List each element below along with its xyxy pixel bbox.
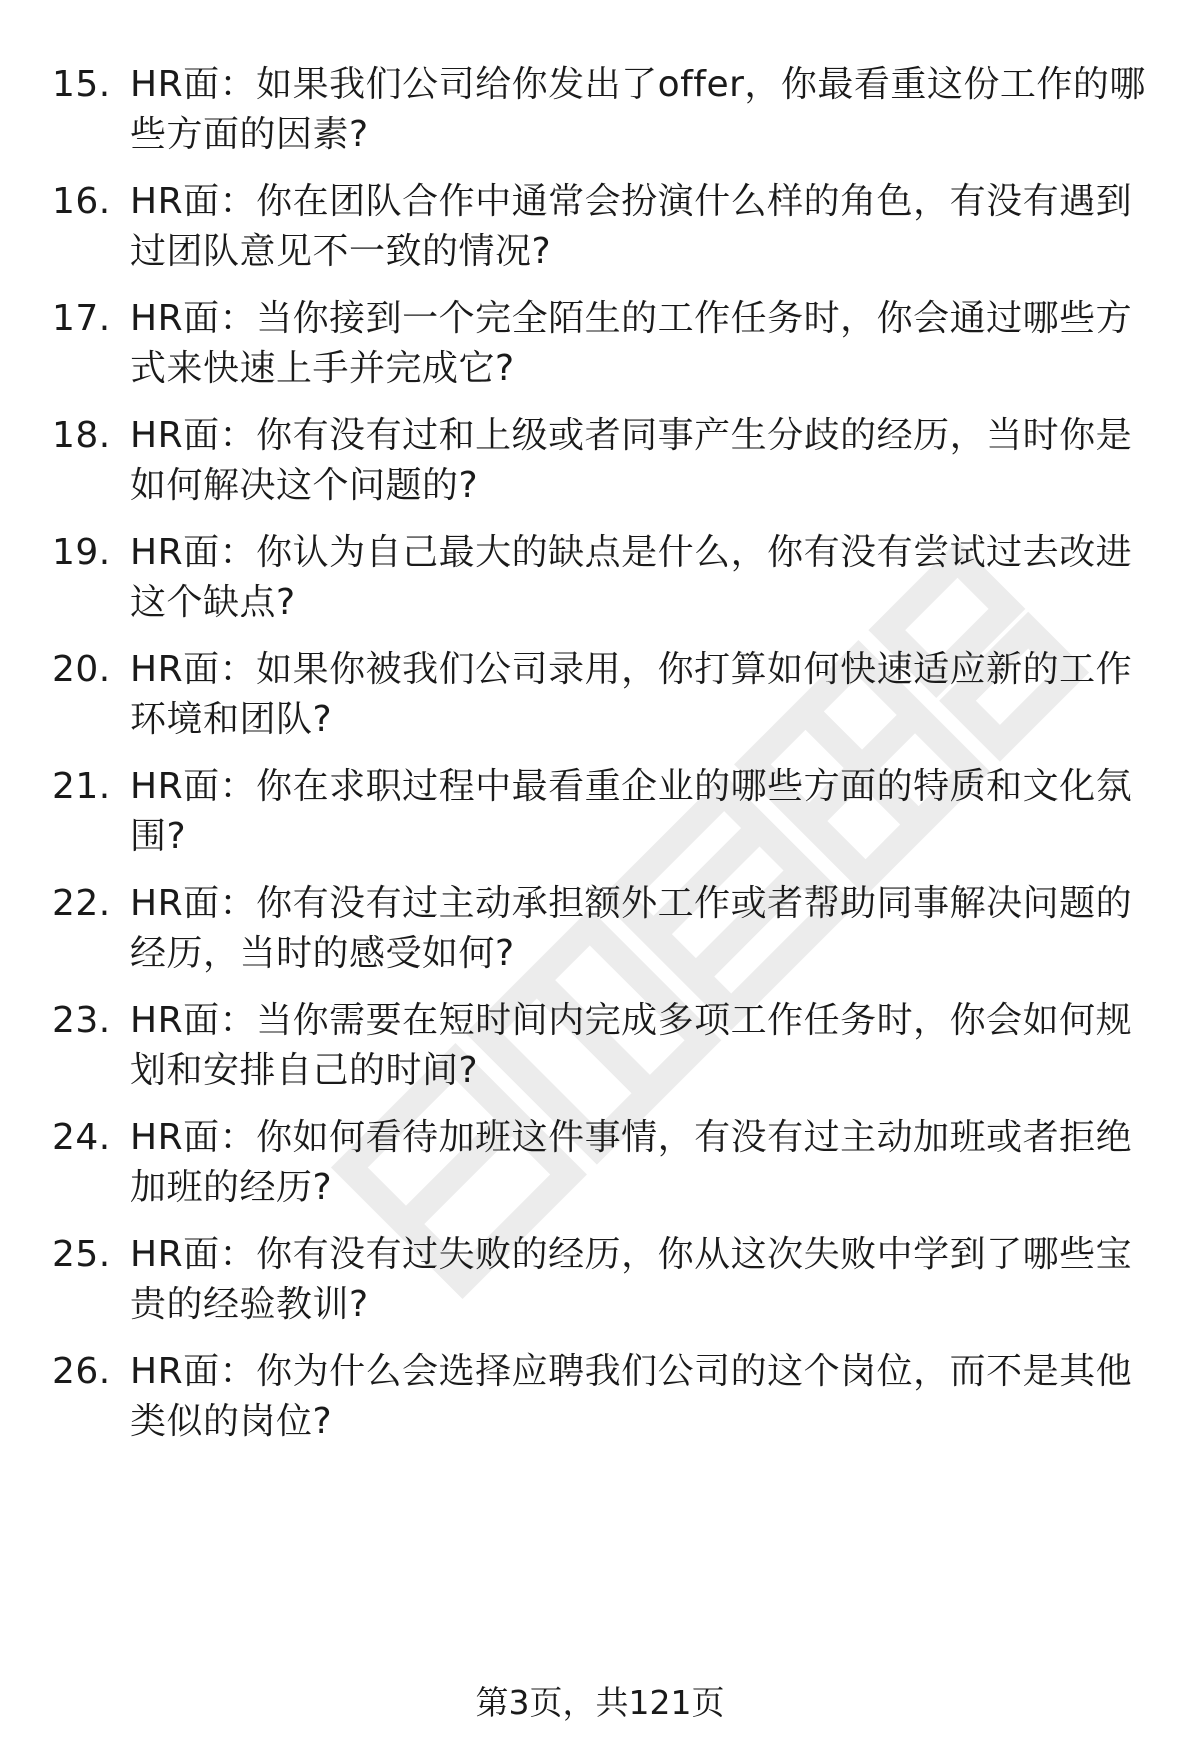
question-number: 19. — [52, 532, 111, 573]
question-text: HR面：你如何看待加班这件事情，有没有过主动加班或者拒绝加班的经历? — [130, 1117, 1133, 1208]
list-item — [0, 762, 1200, 879]
question-text: HR面：如果我们公司给你发出了offer，你最看重这份工作的哪些方面的因素? — [130, 64, 1146, 155]
question-text: HR面：你有没有过主动承担额外工作或者帮助同事解决问题的经历，当时的感受如何? — [130, 883, 1133, 974]
question-text: HR面：当你接到一个完全陌生的工作任务时，你会通过哪些方式来快速上手并完成它? — [130, 298, 1133, 389]
list-item — [0, 645, 1200, 762]
question-number: 16. — [52, 181, 111, 222]
question-number: 17. — [52, 298, 111, 339]
question-list — [0, 60, 1200, 1464]
question-text: HR面：当你需要在短时间内完成多项工作任务时，你会如何规划和安排自己的时间? — [130, 1000, 1133, 1091]
question-number: 15. — [52, 64, 111, 105]
list-item — [0, 177, 1200, 294]
question-number: 22. — [52, 883, 111, 924]
question-text: HR面：你在求职过程中最看重企业的哪些方面的特质和文化氛围? — [130, 766, 1133, 857]
question-number: 24. — [52, 1117, 111, 1158]
question-number: 23. — [52, 1000, 111, 1041]
question-text: HR面：你认为自己最大的缺点是什么，你有没有尝试过去改进这个缺点? — [130, 532, 1133, 623]
question-text: HR面：如果你被我们公司录用，你打算如何快速适应新的工作环境和团队? — [130, 649, 1133, 740]
list-item — [0, 411, 1200, 528]
list-item — [0, 1347, 1200, 1464]
question-text: HR面：你为什么会选择应聘我们公司的这个岗位，而不是其他类似的岗位? — [130, 1351, 1133, 1442]
list-item — [0, 996, 1200, 1113]
question-number: 25. — [52, 1234, 111, 1275]
list-item — [0, 1230, 1200, 1347]
list-item — [0, 879, 1200, 996]
question-number: 21. — [52, 766, 111, 807]
question-number: 26. — [52, 1351, 111, 1392]
list-item — [0, 1113, 1200, 1230]
question-number: 20. — [52, 649, 111, 690]
question-text: HR面：你有没有过失败的经历，你从这次失败中学到了哪些宝贵的经验教训? — [130, 1234, 1133, 1325]
list-item — [0, 60, 1200, 177]
page-footer: 第3页，共121页 — [475, 1683, 725, 1722]
question-text: HR面：你在团队合作中通常会扮演什么样的角色，有没有遇到过团队意见不一致的情况? — [130, 181, 1133, 272]
question-number: 18. — [52, 415, 111, 456]
list-item — [0, 294, 1200, 411]
list-item — [0, 528, 1200, 645]
question-text: HR面：你有没有过和上级或者同事产生分歧的经历，当时你是如何解决这个问题的? — [130, 415, 1133, 506]
